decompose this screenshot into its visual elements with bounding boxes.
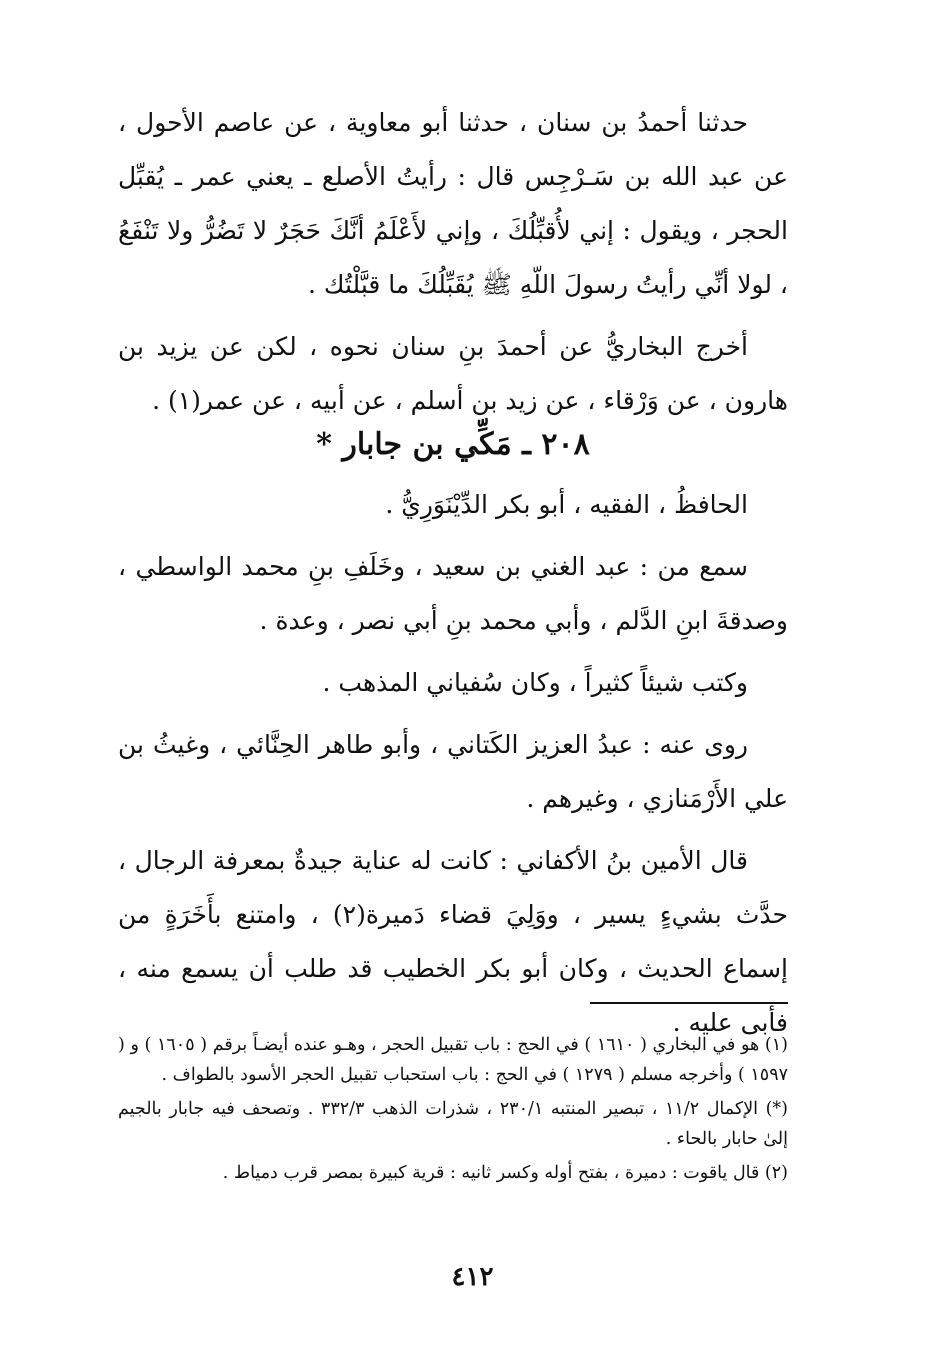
biography-students: روى عنه : عبدُ العزيز الكَتاني ، وأبو طاهر الحِنَّائي ، وغيثُ بن علي الأَرْمَنازي ، وغيرهم . <box>118 730 788 813</box>
footnote-2: (٢) قال ياقوت : دميرة ، بفتح أوله وكسر ثانيه : قرية كبيرة بمصر قرب دمياط . <box>222 1163 788 1183</box>
hadith-paragraph: حدثنا أحمدُ بن سنان ، حدثنا أبو معاوية ، عن عاصم الأحول ، عن عبد الله بن سَـرْجِس قال : رأيتُ الأصلع ـ يعني عمر ـ يُقبِّل الحجر ، ويقول : إني لأُقبِّلُكَ ، وإني لأَعْلَمُ أنَّكَ حَجَرٌ لا تَضُرُّ ولا تَنْفَعُ ، لولا أنِّي رأيتُ رسولَ اللّهِ ﷺ يُقَبِّلُكَ ما قبَّلْتُك . <box>118 108 788 299</box>
biography-text-block <box>118 478 788 1058</box>
upper-text-block <box>118 96 788 428</box>
biography-teachers: سمع من : عبد الغني بن سعيد ، وخَلَفِ بنِ محمد الواسطي ، وصدقةَ ابنِ الدَّلم ، وأبي محمد بنِ أبي نصر ، وعدة . <box>118 552 788 635</box>
biography-titles: الحافظُ ، الفقيه ، أبو بكر الدِّيْنَوَرِيُّ . <box>385 490 748 519</box>
footnote-1: (١) هو في البخاري ( ١٦١٠ ) في الحج : باب تقبيل الحجر ، وهـو عنده أيضـاً برقم ( ١٦٠٥ ) و ( ١٥٩٧ ) وأخرجه مسلم ( ١٢٧٩ ) في الحج : باب استحباب تقبيل الحجر الأسود بالطواف . <box>118 1035 788 1085</box>
footnote-divider <box>590 1002 788 1004</box>
entry-heading: ٢٠٨ ـ مَكِّي بن جابار * <box>316 427 590 462</box>
takhrij-paragraph: أخرج البخاريُّ عن أحمدَ بنِ سنان نحوه ، لكن عن يزيد بن هارون ، عن وَرْقاء ، عن زيد بن أسلم ، عن أبيه ، عن عمر(١) . <box>118 332 788 415</box>
footnotes-block <box>118 1030 788 1192</box>
biography-writings: وكتب شيئاً كثيراً ، وكان سُفياني المذهب . <box>322 668 748 697</box>
biography-quote: قال الأمين بنُ الأكفاني : كانت له عناية جيدةٌ بمعرفة الرجال ، حدَّث بشيءٍ يسير ، ووَلِيَ قضاء دَميرة(٢) ، وامتنع بأَخَرَةٍ من إسماع الحديث ، وكان أبو بكر الخطيب قد طلب أن يسمع منه ، فأبى عليه . <box>118 846 788 1037</box>
page-number: ٤١٢ <box>451 1262 494 1292</box>
footnote-star: (*) الإكمال ١١/٢ ، تبصير المنتبه ٢٣٠/١ ، شذرات الذهب ٣٣٢/٣ . وتصحف فيه جابار بالجيم إلىٰ حابار بالحاء . <box>118 1099 789 1149</box>
